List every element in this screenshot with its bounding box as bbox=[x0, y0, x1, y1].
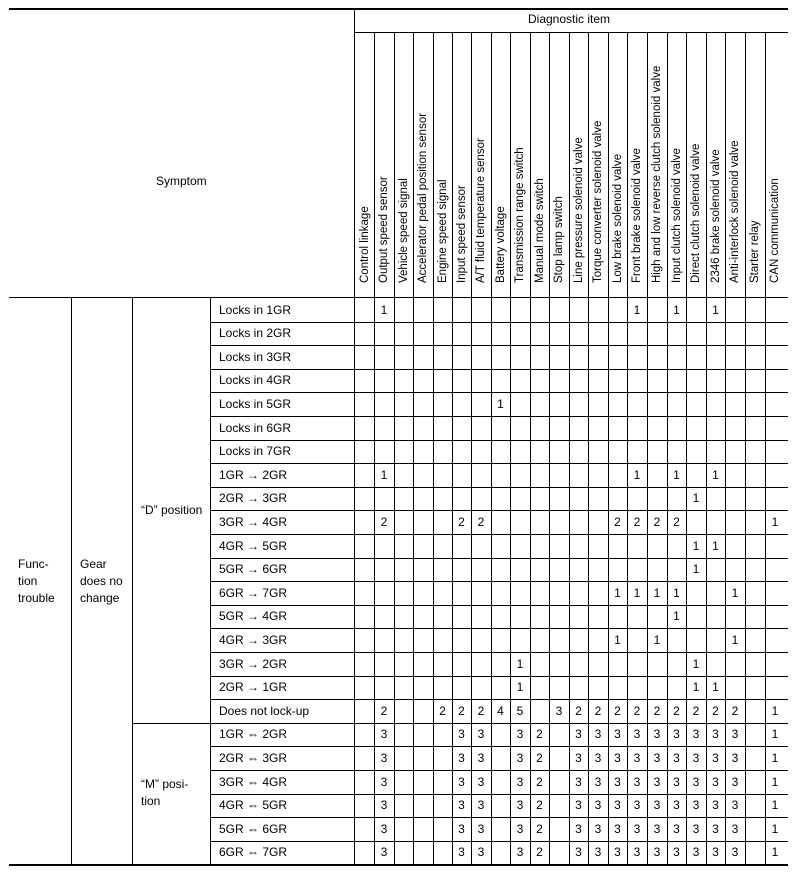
table-cell-value: 2 bbox=[380, 514, 388, 529]
table-cell-value: 3 bbox=[477, 821, 485, 836]
table-cell-value: 2 bbox=[653, 514, 661, 529]
column-separator bbox=[549, 33, 550, 864]
table-cell-value: 1 bbox=[673, 609, 680, 624]
row-label: Does not lock-up bbox=[219, 703, 310, 718]
table-cell-value: 3 bbox=[712, 727, 719, 742]
column-header: Input clutch solenoid valve bbox=[670, 148, 683, 283]
table-cell-value: 3 bbox=[516, 750, 524, 765]
table-cell-value: 1 bbox=[653, 585, 661, 600]
table-cell-value: 1 bbox=[771, 727, 779, 742]
row-label: 1GR ⇔ 2GR bbox=[219, 727, 288, 742]
table-cell-value: 3 bbox=[458, 845, 465, 860]
table-cell-value: 3 bbox=[380, 774, 388, 789]
row-separator bbox=[210, 392, 788, 393]
table-cell-value: 1 bbox=[771, 774, 779, 789]
bottom-rule bbox=[9, 864, 788, 866]
table-cell-value: 1 bbox=[380, 302, 388, 317]
table-cell-value: 3 bbox=[594, 845, 602, 860]
table-cell-value: 3 bbox=[614, 727, 621, 742]
row-separator bbox=[210, 416, 788, 417]
column-header: Control linkage bbox=[358, 206, 371, 283]
row-label: 4GR → 3GR bbox=[219, 632, 288, 647]
table-cell-value: 3 bbox=[614, 750, 621, 765]
table-cell-value: 3 bbox=[458, 774, 465, 789]
table-cell-value: 1 bbox=[692, 680, 700, 695]
column-header: Output speed sensor bbox=[378, 176, 390, 283]
row-label: 5GR → 4GR bbox=[219, 609, 288, 624]
row-separator bbox=[132, 723, 788, 724]
symptom-separator bbox=[354, 9, 355, 864]
row-separator bbox=[210, 487, 788, 488]
table-cell-value: 3 bbox=[594, 774, 602, 789]
row-separator bbox=[210, 322, 788, 323]
table-cell-value: 3 bbox=[692, 750, 700, 765]
symptom-header: Symptom bbox=[156, 174, 207, 188]
table-cell-value: 3 bbox=[731, 774, 739, 789]
column-header: Low brake solenoid valve bbox=[611, 153, 624, 283]
column-header: Front brake solenoid valve bbox=[631, 148, 643, 283]
column-header: Engine speed signal bbox=[436, 179, 449, 283]
row-label: 2GR ⇔ 3GR bbox=[219, 750, 288, 765]
row-separator bbox=[210, 746, 788, 747]
column-header: Vehicle speed signal bbox=[397, 178, 410, 283]
table-cell-value: 1 bbox=[712, 467, 719, 482]
row-label: Locks in 1GR bbox=[219, 302, 292, 317]
table-cell-value: 3 bbox=[516, 798, 524, 813]
table-cell-value: 3 bbox=[633, 821, 641, 836]
row-label: 4GR ⇔ 5GR bbox=[219, 798, 288, 813]
table-cell-value: 3 bbox=[614, 821, 621, 836]
table-cell-value: 2 bbox=[458, 514, 465, 529]
table-cell-value: 3 bbox=[673, 727, 680, 742]
column-header: CAN communication bbox=[769, 178, 781, 283]
table-cell-value: 3 bbox=[458, 798, 465, 813]
table-cell-value: 3 bbox=[692, 845, 700, 860]
table-cell-value: 3 bbox=[692, 774, 700, 789]
table-cell-value: 3 bbox=[731, 750, 739, 765]
table-cell-value: 3 bbox=[633, 750, 641, 765]
category-function-trouble: Func- tion trouble bbox=[18, 557, 55, 605]
table-cell-value: 3 bbox=[692, 821, 700, 836]
table-cell-value: 1 bbox=[380, 467, 388, 482]
group-separator bbox=[71, 298, 72, 864]
table-cell-value: 3 bbox=[575, 750, 582, 765]
table-cell-value: 2 bbox=[536, 774, 543, 789]
table-cell-value: 3 bbox=[731, 727, 739, 742]
group-separator bbox=[132, 298, 133, 864]
table-cell-value: 3 bbox=[633, 798, 641, 813]
table-cell-value: 2 bbox=[692, 703, 700, 718]
column-header: Stop lamp switch bbox=[553, 196, 565, 283]
table-cell-value: 2 bbox=[614, 703, 621, 718]
diagnostic-header-rule bbox=[355, 32, 788, 33]
table-cell-value: 3 bbox=[692, 727, 700, 742]
table-cell-value: 2 bbox=[477, 514, 485, 529]
column-header: Line pressure solenoid valve bbox=[572, 137, 585, 283]
row-label: 3GR → 2GR bbox=[219, 656, 288, 671]
table-cell-value: 3 bbox=[516, 774, 524, 789]
table-cell-value: 1 bbox=[712, 302, 719, 317]
table-cell-value: 1 bbox=[497, 396, 504, 411]
table-cell-value: 1 bbox=[614, 632, 621, 647]
table-cell-value: 5 bbox=[516, 703, 524, 718]
row-separator bbox=[210, 770, 788, 771]
column-header: Manual mode switch bbox=[533, 178, 546, 283]
table-cell-value: 2 bbox=[731, 703, 739, 718]
top-rule bbox=[9, 8, 788, 10]
table-cell-value: 1 bbox=[712, 538, 719, 553]
column-separator bbox=[491, 33, 492, 864]
table-cell-value: 2 bbox=[673, 514, 680, 529]
row-label: 2GR → 1GR bbox=[219, 680, 288, 695]
row-separator bbox=[210, 699, 788, 700]
table-cell-value: 3 bbox=[673, 821, 680, 836]
diagnostic-item-header: Diagnostic item bbox=[528, 12, 611, 26]
table-cell-value: 1 bbox=[731, 585, 739, 600]
table-cell-value: 3 bbox=[633, 727, 641, 742]
table-cell-value: 4 bbox=[497, 703, 504, 718]
table-cell-value: 3 bbox=[633, 774, 641, 789]
table-cell-value: 2 bbox=[594, 703, 602, 718]
column-header: Input speed sensor bbox=[455, 185, 468, 283]
row-label: 6GR ⇔ 7GR bbox=[219, 845, 288, 860]
table-cell-value: 3 bbox=[653, 727, 661, 742]
table-cell-value: 2 bbox=[633, 703, 641, 718]
table-cell-value: 1 bbox=[692, 538, 700, 553]
table-cell-value: 2 bbox=[536, 845, 543, 860]
table-cell-value: 3 bbox=[731, 798, 739, 813]
row-separator bbox=[210, 345, 788, 346]
table-cell-value: 3 bbox=[731, 821, 739, 836]
table-cell-value: 2 bbox=[439, 703, 446, 718]
row-separator bbox=[210, 652, 788, 653]
table-cell-value: 3 bbox=[575, 774, 582, 789]
table-cell-value: 3 bbox=[477, 750, 485, 765]
row-separator bbox=[210, 510, 788, 511]
table-cell-value: 1 bbox=[673, 302, 680, 317]
table-cell-value: 3 bbox=[712, 798, 719, 813]
row-label: Locks in 5GR bbox=[219, 396, 292, 411]
table-cell-value: 3 bbox=[673, 774, 680, 789]
table-cell-value: 1 bbox=[516, 680, 524, 695]
row-separator bbox=[210, 676, 788, 677]
table-cell-value: 3 bbox=[458, 750, 465, 765]
column-separator bbox=[413, 33, 414, 864]
table-cell-value: 3 bbox=[516, 821, 524, 836]
table-cell-value: 1 bbox=[771, 514, 779, 529]
m-position-label: “M” posi- tion bbox=[141, 777, 189, 808]
row-label: 3GR ⇔ 4GR bbox=[219, 774, 288, 789]
row-label: Locks in 3GR bbox=[219, 349, 292, 364]
row-separator bbox=[210, 534, 788, 535]
row-label: 1GR → 2GR bbox=[219, 467, 288, 482]
column-header: Transmission range switch bbox=[514, 147, 526, 283]
row-label: 5GR ⇔ 6GR bbox=[219, 821, 288, 836]
table-cell-value: 1 bbox=[771, 703, 779, 718]
subcategory-gear-no-change: Gear does no change bbox=[80, 557, 123, 605]
table-cell-value: 3 bbox=[477, 727, 485, 742]
table-cell-value: 2 bbox=[380, 703, 388, 718]
table-cell-value: 2 bbox=[633, 514, 641, 529]
table-cell-value: 3 bbox=[477, 774, 485, 789]
table-cell-value: 3 bbox=[712, 750, 719, 765]
table-cell-value: 3 bbox=[458, 727, 465, 742]
table-cell-value: 2 bbox=[536, 798, 543, 813]
row-label: Locks in 7GR bbox=[219, 444, 292, 459]
table-cell-value: 3 bbox=[594, 798, 602, 813]
table-cell-value: 1 bbox=[633, 467, 641, 482]
table-cell-value: 1 bbox=[516, 656, 524, 671]
column-separator bbox=[394, 33, 395, 864]
table-cell-value: 3 bbox=[633, 845, 641, 860]
table-cell-value: 2 bbox=[614, 514, 621, 529]
column-separator bbox=[745, 33, 746, 864]
row-separator bbox=[210, 581, 788, 582]
table-cell-value: 2 bbox=[536, 750, 543, 765]
row-label: 4GR → 5GR bbox=[219, 538, 288, 553]
column-header: Battery voltage bbox=[494, 206, 507, 283]
table-cell-value: 3 bbox=[614, 845, 621, 860]
table-cell-value: 3 bbox=[594, 821, 602, 836]
table-cell-value: 3 bbox=[380, 727, 388, 742]
row-separator bbox=[210, 558, 788, 559]
table-cell-value: 2 bbox=[536, 821, 543, 836]
table-cell-value: 1 bbox=[771, 750, 779, 765]
table-cell-value: 3 bbox=[653, 774, 661, 789]
table-cell-value: 3 bbox=[477, 798, 485, 813]
table-cell-value: 1 bbox=[633, 585, 641, 600]
table-cell-value: 2 bbox=[575, 703, 582, 718]
table-cell-value: 1 bbox=[692, 656, 700, 671]
column-header: Direct clutch solenoid valve bbox=[690, 143, 702, 283]
table-cell-value: 2 bbox=[458, 703, 465, 718]
table-cell-value: 3 bbox=[516, 727, 524, 742]
table-cell-value: 3 bbox=[380, 821, 388, 836]
table-cell-value: 3 bbox=[575, 821, 582, 836]
table-cell-value: 3 bbox=[575, 798, 582, 813]
table-cell-value: 1 bbox=[692, 491, 700, 506]
table-cell-value: 3 bbox=[653, 821, 661, 836]
table-cell-value: 3 bbox=[731, 845, 739, 860]
table-cell-value: 3 bbox=[614, 798, 621, 813]
table-cell-value: 3 bbox=[575, 845, 582, 860]
table-cell-value: 2 bbox=[712, 703, 719, 718]
table-cell-value: 1 bbox=[653, 632, 661, 647]
column-header: A/T fluid temperature sensor bbox=[475, 138, 487, 283]
d-position-label: “D” position bbox=[141, 503, 203, 517]
column-header: Torque converter solenoid valve bbox=[592, 120, 604, 283]
row-separator bbox=[210, 605, 788, 606]
table-cell-value: 3 bbox=[516, 845, 524, 860]
table-cell-value: 3 bbox=[653, 798, 661, 813]
table-cell-value: 1 bbox=[731, 632, 739, 647]
table-cell-value: 3 bbox=[653, 750, 661, 765]
row-label: 6GR → 7GR bbox=[219, 585, 288, 600]
row-separator bbox=[210, 794, 788, 795]
table-cell-value: 3 bbox=[712, 774, 719, 789]
table-cell-value: 3 bbox=[673, 798, 680, 813]
table-cell-value: 2 bbox=[653, 703, 661, 718]
table-cell-value: 1 bbox=[771, 821, 779, 836]
table-cell-value: 3 bbox=[380, 750, 388, 765]
header-bottom-rule bbox=[9, 297, 788, 298]
column-separator bbox=[433, 33, 434, 864]
table-cell-value: 1 bbox=[771, 798, 779, 813]
row-label: Locks in 2GR bbox=[219, 326, 292, 341]
table-cell-value: 1 bbox=[712, 680, 719, 695]
table-cell-value: 1 bbox=[673, 467, 680, 482]
table-cell-value: 3 bbox=[380, 845, 388, 860]
column-header: High and low reverse clutch solenoid valve bbox=[651, 65, 663, 283]
table-cell-value: 1 bbox=[771, 845, 779, 860]
row-label: 5GR → 6GR bbox=[219, 562, 288, 577]
table-cell-value: 2 bbox=[477, 703, 485, 718]
table-cell-value: 3 bbox=[712, 821, 719, 836]
row-separator bbox=[210, 817, 788, 818]
table-cell-value: 1 bbox=[633, 302, 641, 317]
table-cell-value: 3 bbox=[673, 750, 680, 765]
table-cell-value: 3 bbox=[575, 727, 582, 742]
row-separator bbox=[210, 369, 788, 370]
row-label: Locks in 4GR bbox=[219, 373, 292, 388]
table-cell-value: 3 bbox=[594, 750, 602, 765]
row-separator bbox=[210, 440, 788, 441]
table-cell-value: 3 bbox=[712, 845, 719, 860]
table-cell-value: 3 bbox=[673, 845, 680, 860]
table-cell-value: 3 bbox=[477, 845, 485, 860]
row-label: 3GR → 4GR bbox=[219, 514, 288, 529]
table-cell-value: 3 bbox=[555, 703, 563, 718]
table-cell-value: 1 bbox=[692, 562, 700, 577]
table-cell-value: 2 bbox=[536, 727, 543, 742]
table-cell-value: 3 bbox=[653, 845, 661, 860]
table-cell-value: 1 bbox=[673, 585, 680, 600]
table-cell-value: 3 bbox=[692, 798, 700, 813]
row-label: Locks in 6GR bbox=[219, 420, 292, 435]
table-cell-value: 1 bbox=[614, 585, 621, 600]
table-cell-value: 2 bbox=[673, 703, 680, 718]
column-header: 2346 brake solenoid valve bbox=[709, 149, 722, 283]
column-header: Accelerator pedal position sensor bbox=[417, 112, 429, 283]
table-cell-value: 3 bbox=[614, 774, 621, 789]
column-header: Starter relay bbox=[749, 220, 761, 283]
table-cell-value: 3 bbox=[380, 798, 388, 813]
column-header: Anti-interlock solenoid valve bbox=[729, 140, 741, 283]
table-cell-value: 3 bbox=[594, 727, 602, 742]
row-separator bbox=[210, 463, 788, 464]
row-label: 2GR → 3GR bbox=[219, 491, 288, 506]
table-cell-value: 3 bbox=[458, 821, 465, 836]
row-separator bbox=[210, 841, 788, 842]
row-separator bbox=[210, 628, 788, 629]
